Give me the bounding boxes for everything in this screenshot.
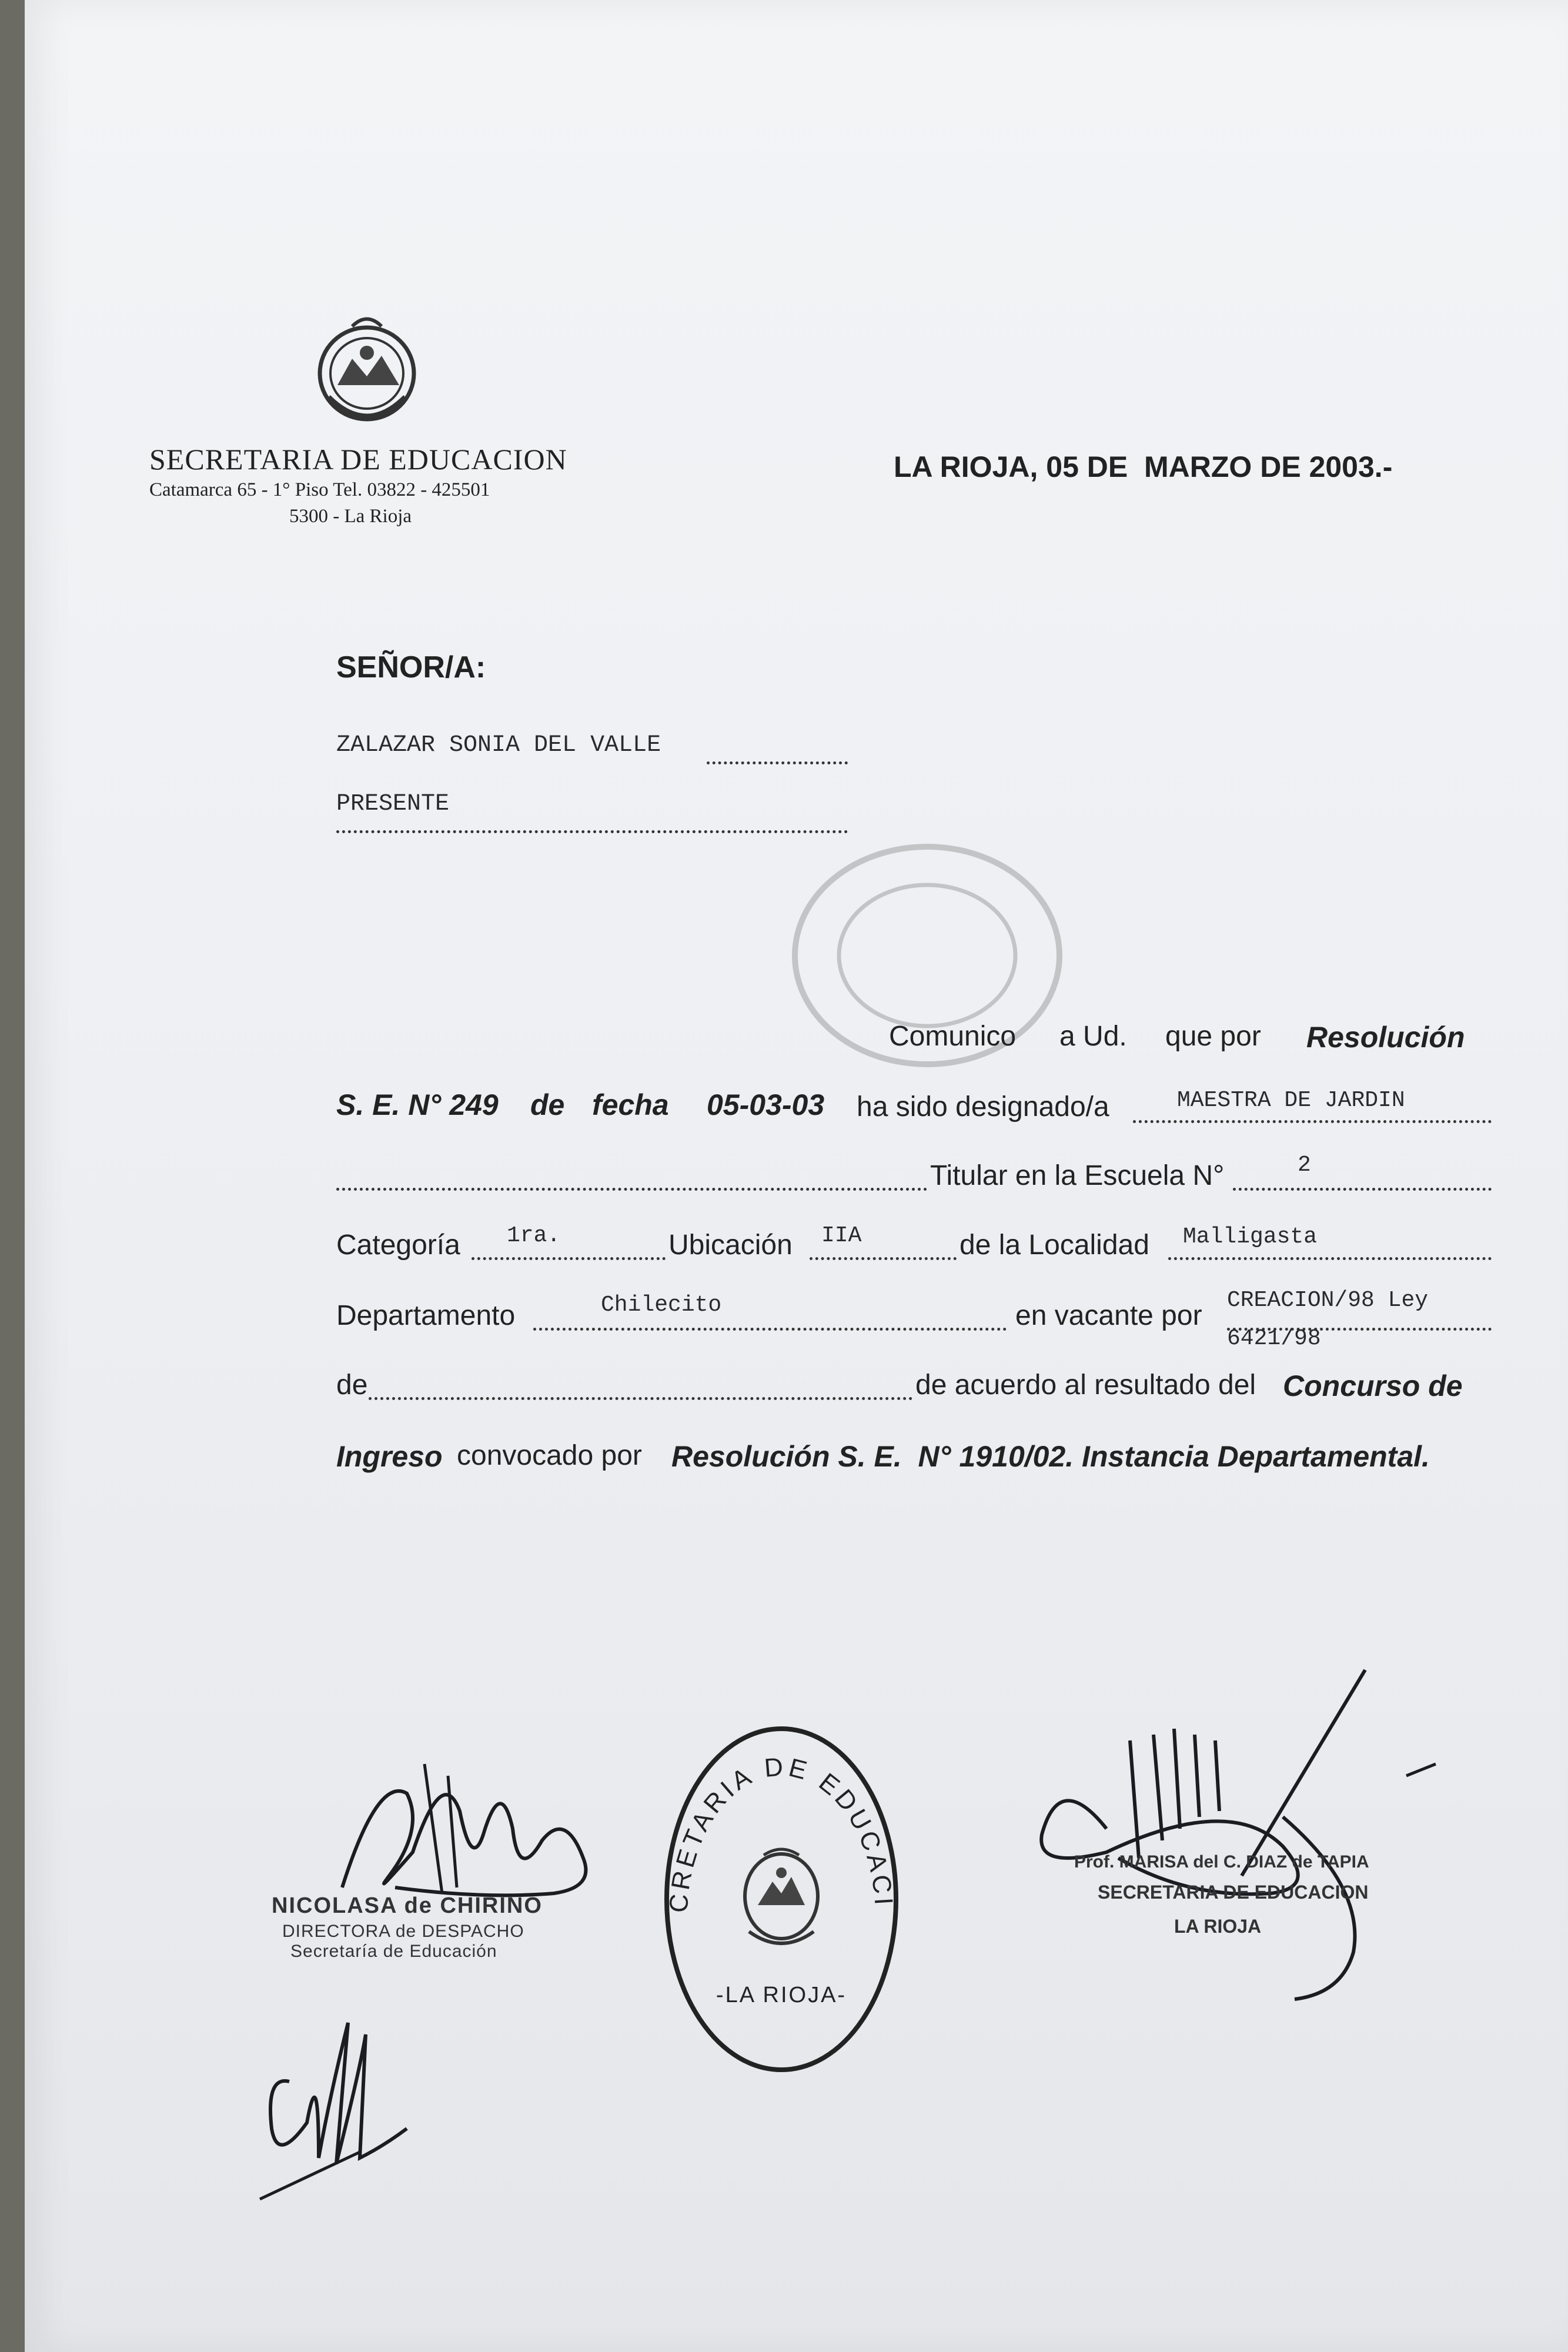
document-page <box>25 0 1568 2352</box>
escuela-dots <box>1233 1188 1492 1191</box>
coat-of-arms-emblem <box>311 309 423 432</box>
stamp-ring-text: SECRETARIA DE EDUCACION <box>648 1700 898 1914</box>
body-se-num: S. E. N° 249 <box>336 1088 499 1121</box>
presente-text: PRESENTE <box>336 791 450 817</box>
recipient-name-dots <box>707 761 848 764</box>
cargo-dots <box>1133 1120 1492 1123</box>
body-categoria-label: Categoría <box>336 1230 460 1261</box>
letter-date: LA RIOJA, 05 DE MARZO DE 2003.- <box>894 450 1393 483</box>
body-de: de <box>530 1088 565 1121</box>
cargo-value: MAESTRA DE JARDIN <box>1177 1088 1405 1113</box>
departamento-value: Chilecito <box>601 1292 722 1318</box>
recipient-name: ZALAZAR SONIA DEL VALLE <box>336 732 661 759</box>
official-oval-stamp <box>648 1700 902 2076</box>
body-vacante-label: en vacante por <box>1015 1300 1202 1331</box>
body-convocado: convocado por <box>457 1440 642 1471</box>
body-titular: Titular en la Escuela N° <box>930 1160 1225 1191</box>
body-concurso: Concurso de <box>1283 1369 1463 1402</box>
stamp-bottom-text: -LA RIOJA- <box>716 1983 847 2007</box>
ubicacion-dots <box>810 1257 957 1260</box>
body-comunico: Comunico <box>889 1021 1017 1052</box>
body-resolucion-2: Resolución S. E. N° 1910/02. Instancia Departamental. <box>671 1440 1430 1473</box>
left-signature-scribble <box>307 1740 613 1917</box>
vacante-value-line2: 6421/98 <box>1227 1326 1321 1351</box>
localidad-value: Malligasta <box>1183 1224 1318 1250</box>
body-resolucion: Resolución <box>1306 1021 1465 1054</box>
body-localidad-label: de la Localidad <box>959 1230 1149 1261</box>
titular-leading-dots <box>336 1188 927 1191</box>
body-designado: ha sido designado/a <box>857 1091 1109 1122</box>
body-fecha-valor: 05-03-03 <box>707 1088 825 1121</box>
body-que-por: que por <box>1165 1021 1261 1052</box>
categoria-value: 1ra. <box>507 1223 561 1248</box>
escuela-value: 2 <box>1298 1152 1311 1178</box>
de-dots <box>369 1397 912 1400</box>
salutation: SEÑOR/A: <box>336 650 486 684</box>
letterhead-org: SECRETARIA DE EDUCACION <box>149 443 567 476</box>
letterhead-address: Catamarca 65 - 1° Piso Tel. 03822 - 425501 <box>149 479 490 500</box>
left-signer-org: Secretaría de Educación <box>290 1942 497 1961</box>
right-signer-title: SECRETARIA DE EDUCACION <box>1098 1882 1369 1903</box>
body-de-label: de <box>336 1369 368 1401</box>
right-signer-name: Prof. MARISA del C. DIAZ de TAPIA <box>1074 1852 1369 1872</box>
localidad-dots <box>1168 1257 1492 1260</box>
departamento-dots <box>533 1328 1007 1331</box>
body-ingreso: Ingreso <box>336 1440 443 1473</box>
body-departamento-label: Departamento <box>336 1300 516 1331</box>
left-signer-title: DIRECTORA de DESPACHO <box>282 1922 524 1941</box>
right-signer-place: LA RIOJA <box>1174 1916 1262 1937</box>
vacante-value-line1: CREACION/98 Ley <box>1227 1288 1429 1313</box>
body-acuerdo: de acuerdo al resultado del <box>915 1369 1256 1401</box>
body-ubicacion-label: Ubicación <box>668 1230 793 1261</box>
body-fecha: fecha <box>592 1088 669 1121</box>
right-signature-scribble <box>1036 1664 1459 2017</box>
letterhead-city: 5300 - La Rioja <box>289 506 412 527</box>
initials-scribble <box>242 2011 419 2211</box>
categoria-dots <box>472 1257 666 1260</box>
body-a-ud: a Ud. <box>1059 1021 1127 1052</box>
presente-dots <box>336 830 848 833</box>
ubicacion-value: IIA <box>821 1223 862 1248</box>
left-signer-name: NICOLASA de CHIRINO <box>272 1893 543 1918</box>
